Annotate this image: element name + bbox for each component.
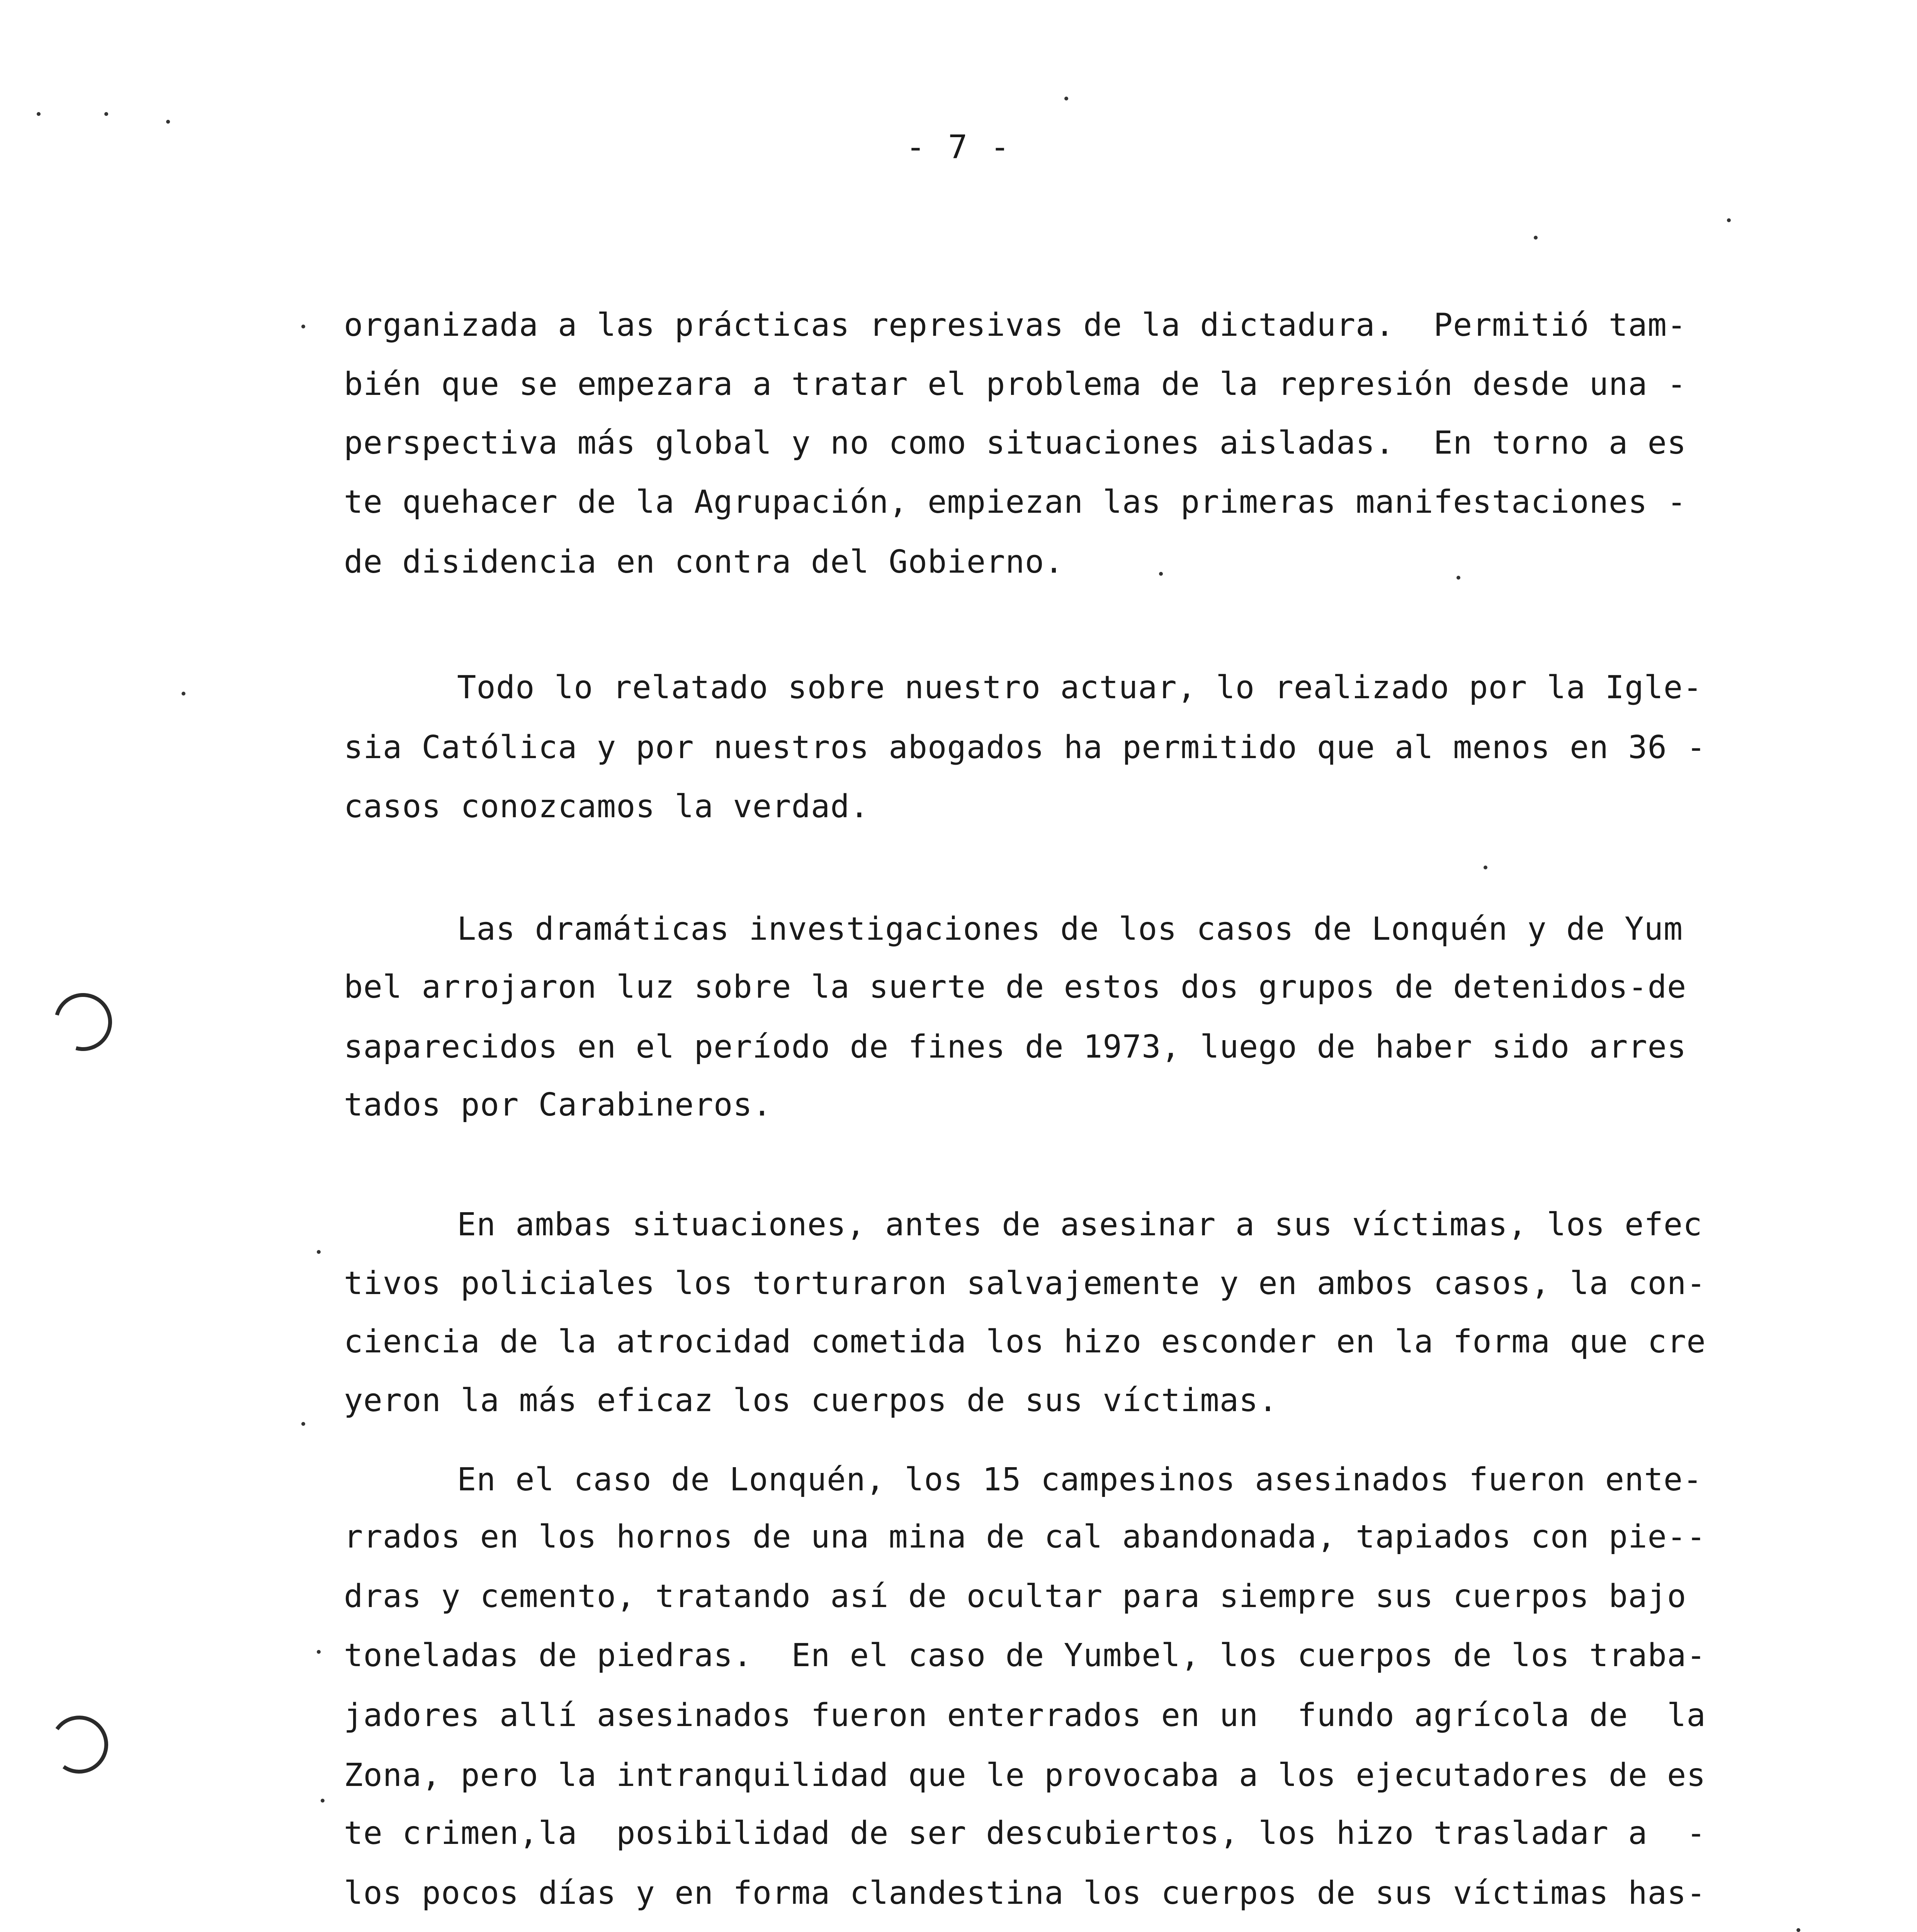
text-line: perspectiva más global y no como situaciones aisladas. En torno a es xyxy=(344,425,1687,461)
text-line: Las dramáticas investigaciones de los casos de Lonquén y de Yum xyxy=(457,911,1683,947)
text-line: te crimen,la posibilidad de ser descubiertos, los hizo trasladar a - xyxy=(344,1815,1706,1852)
scan-speck xyxy=(182,692,185,696)
text-line: Zona, pero la intranquilidad que le provocaba a los ejecutadores de es xyxy=(344,1757,1706,1794)
page-number: - 7 - xyxy=(906,128,1011,166)
text-line: jadores allí asesinados fueron enterrados en un fundo agrícola de la xyxy=(344,1697,1706,1734)
text-line: dras y cemento, tratando así de ocultar para siempre sus cuerpos bajo xyxy=(344,1578,1687,1615)
scan-speck xyxy=(1484,866,1487,869)
text-line: de disidencia en contra del Gobierno. xyxy=(344,544,1064,580)
scan-speck xyxy=(1064,97,1068,100)
text-line: rrados en los hornos de una mina de cal abandonada, tapiados con pie-- xyxy=(344,1519,1706,1555)
text-line: tados por Carabineros. xyxy=(344,1087,772,1123)
text-line: bel arrojaron luz sobre la suerte de estos dos grupos de detenidos-de xyxy=(344,969,1687,1005)
text-line: yeron la más eficaz los cuerpos de sus víctimas. xyxy=(344,1382,1278,1419)
text-line: Todo lo relatado sobre nuestro actuar, lo realizado por la Igle- xyxy=(457,669,1703,706)
text-line: tivos policiales los torturaron salvajemente y en ambos casos, la con- xyxy=(344,1265,1706,1302)
scan-speck xyxy=(104,112,108,116)
text-line: toneladas de piedras. En el caso de Yumbel, los cuerpos de los traba- xyxy=(344,1637,1706,1674)
binder-hole-mark xyxy=(44,983,123,1062)
text-line: bién que se empezara a tratar el problema de la represión desde una - xyxy=(344,366,1687,403)
text-line: saparecidos en el período de fines de 1973, luego de haber sido arres xyxy=(344,1029,1687,1065)
text-line: sia Católica y por nuestros abogados ha permitido que al menos en 36 - xyxy=(344,729,1706,766)
scan-speck xyxy=(1159,572,1163,576)
text-line: casos conozcamos la verdad. xyxy=(344,788,869,825)
binder-hole-mark xyxy=(46,1711,113,1778)
text-line: te quehacer de la Agrupación, empiezan las primeras manifestaciones - xyxy=(344,484,1687,520)
scan-speck xyxy=(1534,236,1538,240)
scan-speck xyxy=(301,1422,305,1426)
scan-speck xyxy=(301,325,305,328)
scan-speck xyxy=(1456,576,1460,580)
scan-speck xyxy=(321,1799,325,1803)
text-line: los pocos días y en forma clandestina los cuerpos de sus víctimas has- xyxy=(344,1875,1706,1912)
scan-speck xyxy=(1727,218,1731,222)
text-line: ciencia de la atrocidad cometida los hizo esconder en la forma que cre xyxy=(344,1323,1706,1360)
scan-speck xyxy=(37,112,41,116)
scan-speck xyxy=(1796,1928,1800,1932)
scan-speck xyxy=(317,1650,321,1654)
scan-speck xyxy=(317,1250,321,1254)
scan-speck xyxy=(166,120,170,124)
text-line: En el caso de Lonquén, los 15 campesinos asesinados fueron ente- xyxy=(457,1461,1703,1498)
text-line: organizada a las prácticas represivas de la dictadura. Permitió tam- xyxy=(344,307,1687,344)
text-line: En ambas situaciones, antes de asesinar a sus víctimas, los efec xyxy=(457,1206,1703,1243)
